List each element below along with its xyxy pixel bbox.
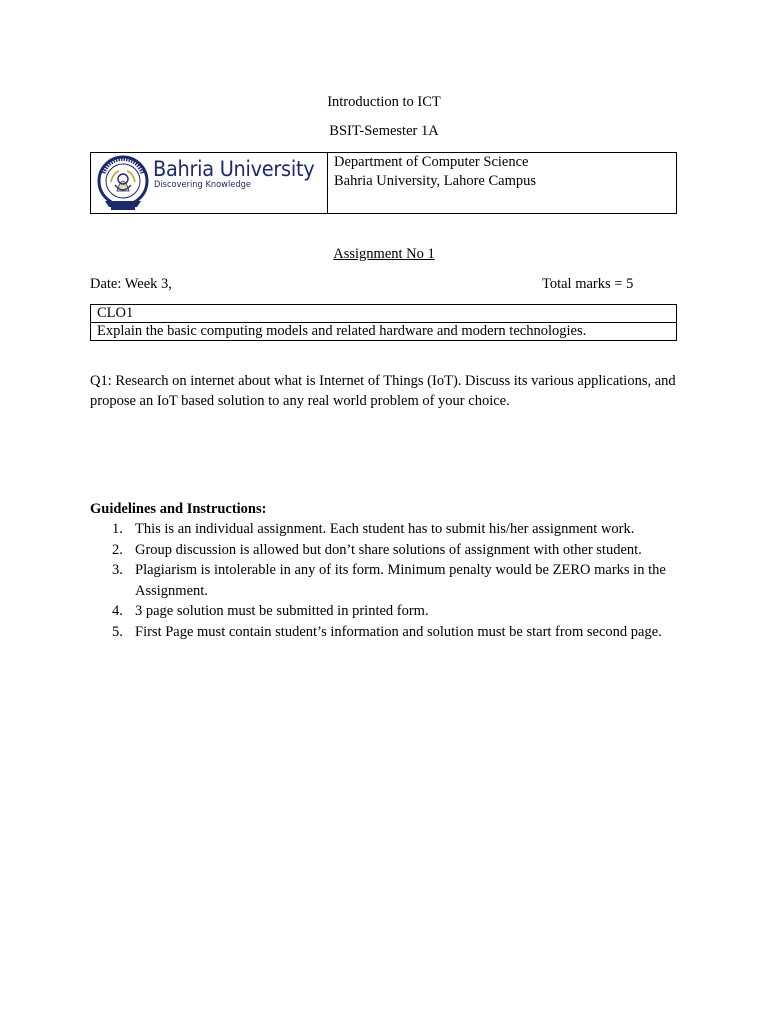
semester-label: BSIT-Semester 1A xyxy=(329,123,439,139)
list-item-text: This is an individual assignment. Each student has to submit his/her assignment work. xyxy=(135,521,635,537)
guidelines-list xyxy=(90,519,680,642)
guidelines-section xyxy=(90,500,680,642)
university-wordmark: Bahria University xyxy=(153,157,315,181)
university-logo-cell xyxy=(91,153,328,213)
clo-description: Explain the basic computing models and related hardware and modern technologies. xyxy=(91,322,676,340)
list-item-text: 3 page solution must be submitted in printed form. xyxy=(135,603,429,619)
header-table xyxy=(90,152,677,214)
department-name: Department of Computer Science xyxy=(334,154,529,170)
clo-table xyxy=(90,304,677,341)
department-cell xyxy=(328,153,676,213)
list-item xyxy=(90,519,675,540)
list-item xyxy=(90,601,675,622)
campus-name: Bahria University, Lahore Campus xyxy=(334,173,537,189)
list-item-text: First Page must contain student’s information and solution must be start from second page. xyxy=(135,623,662,640)
total-marks: Total marks = 5 xyxy=(542,276,634,292)
assignment-date: Date: Week 3, xyxy=(90,276,172,292)
list-item xyxy=(90,622,675,643)
course-title: Introduction to ICT xyxy=(327,94,441,110)
list-item-number: 2. xyxy=(112,541,123,558)
assignment-title: Assignment No 1 xyxy=(333,246,435,262)
university-seal-icon xyxy=(97,155,149,213)
university-tagline: Discovering Knowledge xyxy=(154,180,251,190)
clo-id: CLO1 xyxy=(97,305,134,321)
list-item-number: 5. xyxy=(112,623,123,640)
list-item-number: 3. xyxy=(112,562,123,578)
list-item-text: Group discussion is allowed but don’t share solutions of assignment with other student. xyxy=(135,541,642,558)
guidelines-heading: Guidelines and Instructions: xyxy=(90,501,267,517)
list-item-number: 1. xyxy=(112,521,123,537)
list-item-number: 4. xyxy=(112,603,123,619)
list-item xyxy=(90,540,675,561)
list-item xyxy=(90,560,675,601)
list-item-text: Plagiarism is intolerable in any of its form. Minimum penalty would be ZERO marks in the Assignment. xyxy=(135,562,666,599)
question-text: Q1: Research on internet about what is Internet of Things (IoT). Discuss its various applications, and propose an IoT based solution to any real world problem of your choice. xyxy=(90,373,676,409)
